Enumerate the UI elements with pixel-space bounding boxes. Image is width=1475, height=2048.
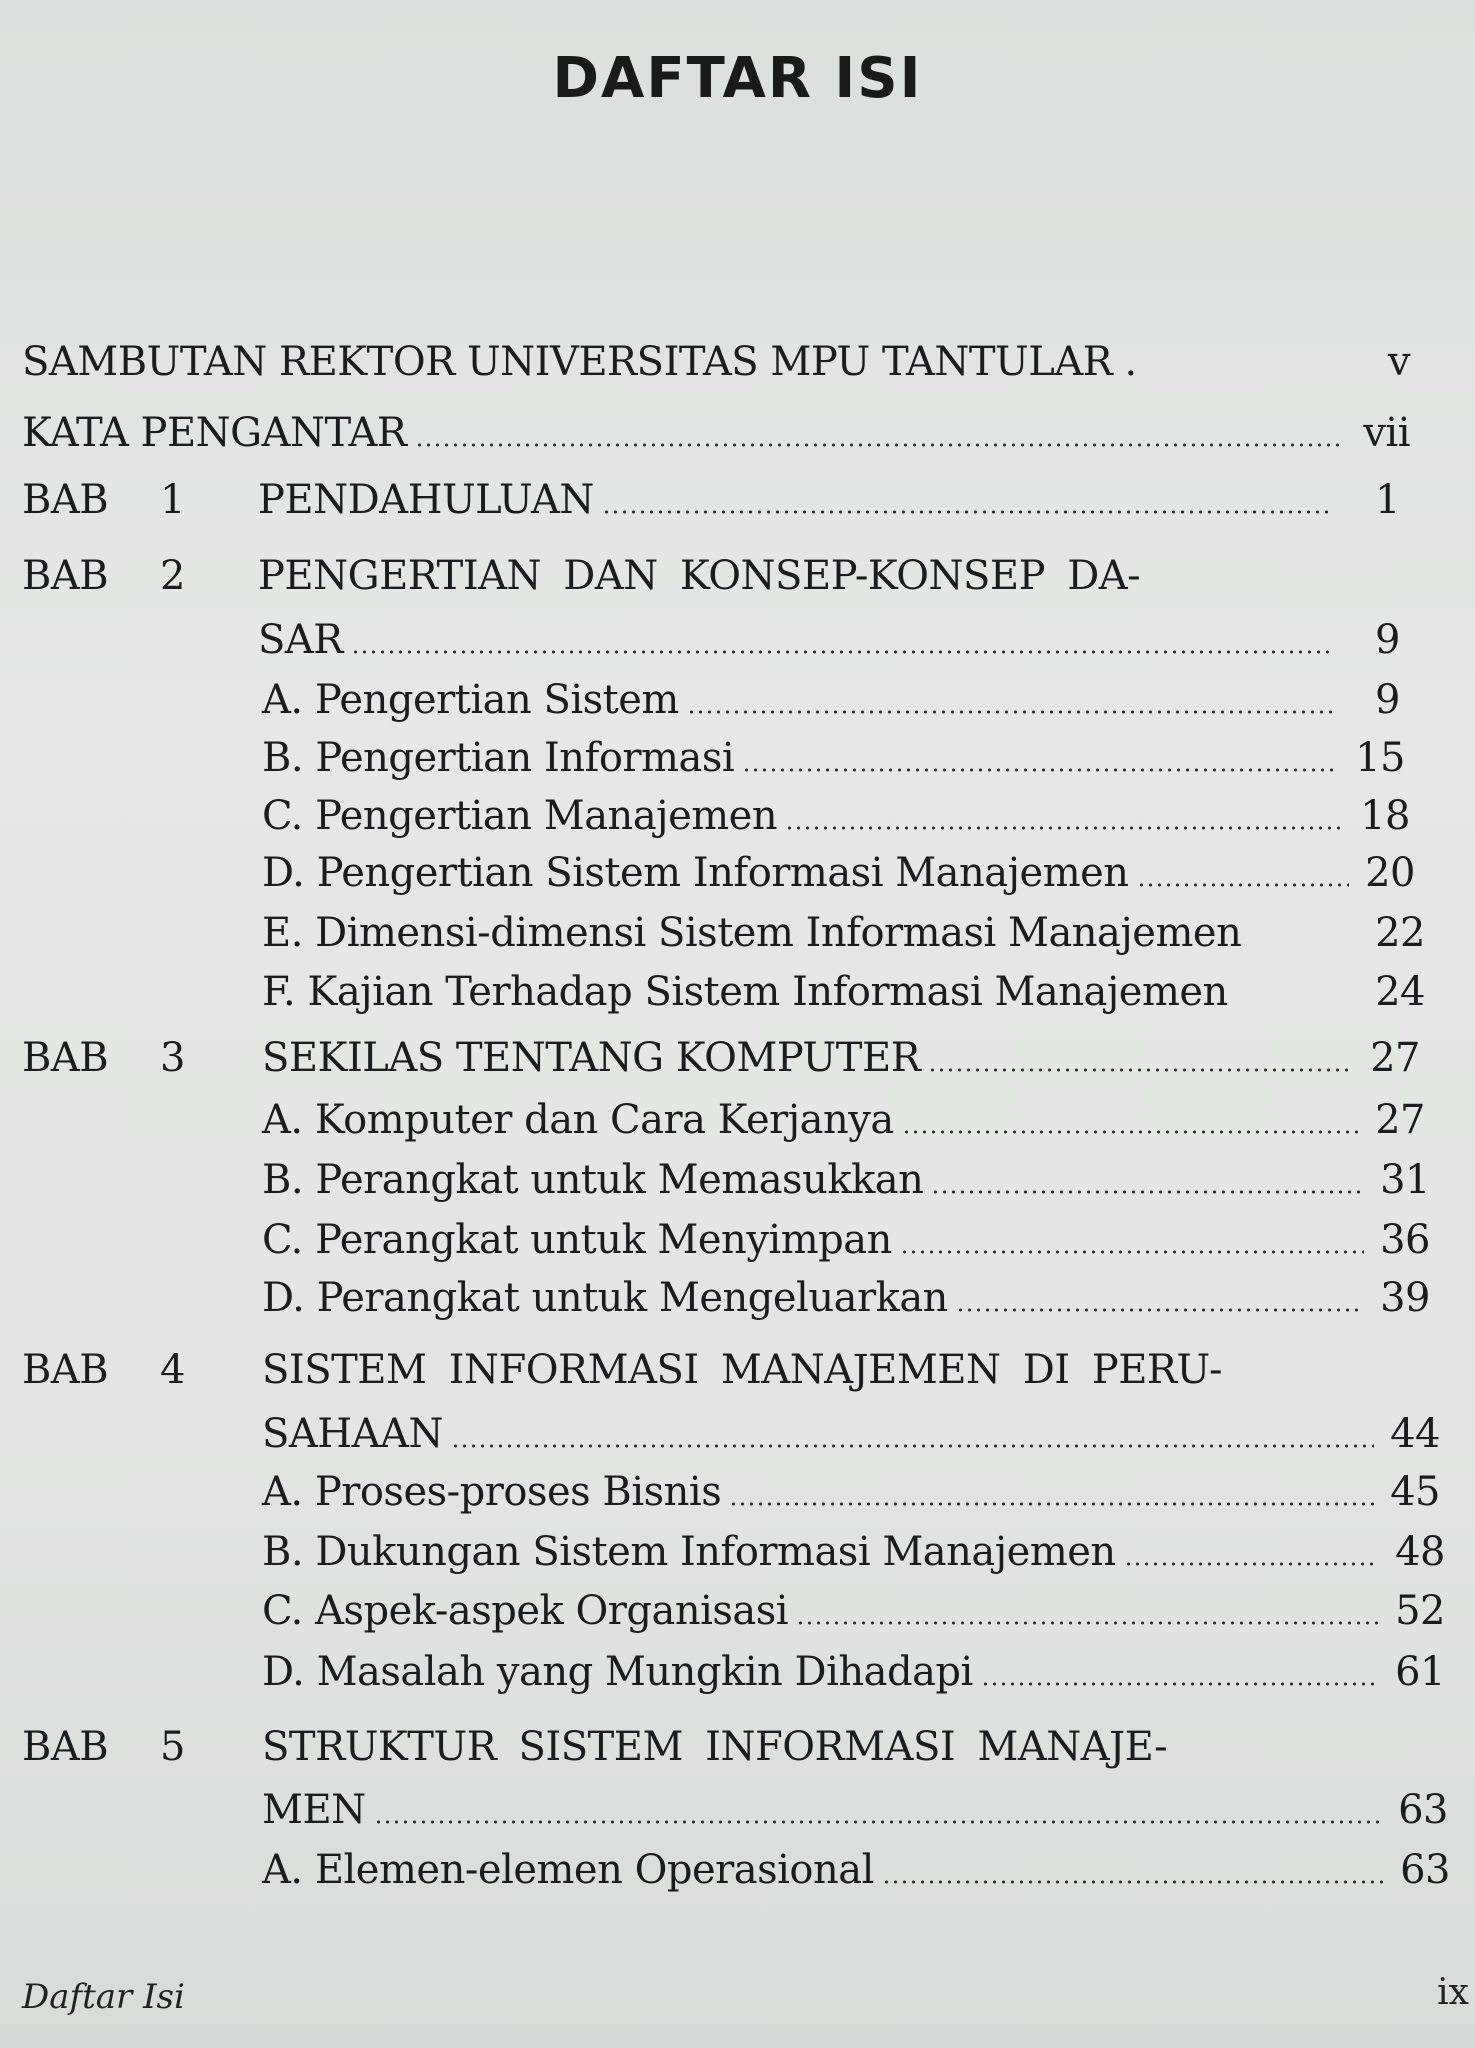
toc-entry — [0, 1210, 1475, 1270]
toc-entry-label: SAR — [258, 617, 343, 663]
dot-leader — [729, 1502, 1374, 1506]
chapter-number: 4 — [160, 1347, 185, 1393]
toc-entry — [0, 1340, 1475, 1400]
toc-entry — [0, 1581, 1475, 1641]
toc-entry-label: D. Masalah yang Mungkin Dihadapi — [262, 1649, 973, 1695]
toc-entry — [0, 1404, 1475, 1464]
toc-entry — [0, 1462, 1475, 1522]
toc-entry-text — [262, 1028, 1360, 1088]
toc-entry-label: A. Elemen-elemen Operasional — [262, 1847, 874, 1893]
toc-entry-text — [262, 728, 1345, 788]
chapter-number: 5 — [160, 1724, 185, 1770]
toc-entry-label: SAMBUTAN REKTOR UNIVERSITAS MPU TANTULAR . — [22, 339, 1137, 385]
toc-entry-label: A. Pengertian Sistem — [262, 677, 679, 723]
toc-entry — [0, 332, 1475, 392]
toc-page-number: 39 — [1380, 1275, 1430, 1321]
dot-leader — [902, 1130, 1359, 1134]
toc-entry — [0, 1150, 1475, 1210]
toc-page-number: 1 — [1375, 477, 1400, 523]
toc-entry — [0, 403, 1475, 463]
toc-entry-label: SAHAAN — [262, 1411, 443, 1457]
toc-entry — [0, 1522, 1475, 1582]
toc-entry — [0, 843, 1475, 903]
toc-entry-text — [262, 1340, 1380, 1400]
dot-leader — [931, 1190, 1364, 1194]
toc-page-number: 36 — [1380, 1217, 1430, 1263]
dot-leader — [351, 650, 1334, 654]
dot-leader — [882, 1880, 1384, 1884]
toc-entry-label: STRUKTUR SISTEM INFORMASI MANAJE- — [262, 1724, 1168, 1770]
toc-entry-label: SEKILAS TENTANG KOMPUTER — [262, 1035, 921, 1081]
toc-entry-text — [262, 1404, 1380, 1464]
toc-page-number: 22 — [1375, 910, 1425, 956]
toc-entry-text — [262, 786, 1350, 846]
toc-entry-text — [262, 1462, 1380, 1522]
chapter-label: BAB — [22, 1035, 109, 1081]
dot-leader — [602, 510, 1334, 514]
toc-entry-label: F. Kajian Terhadap Sistem Informasi Manajemen — [262, 969, 1228, 1015]
dot-leader — [900, 1250, 1364, 1254]
toc-entry-label: PENGERTIAN DAN KONSEP-KONSEP DA- — [258, 553, 1141, 599]
dot-leader — [687, 710, 1334, 714]
running-footer-title: Daftar Isi — [22, 1977, 185, 2017]
toc-entry-text — [262, 1090, 1365, 1150]
toc-entry-label: SISTEM INFORMASI MANAJEMEN DI PERU- — [262, 1347, 1223, 1393]
toc-entry-text — [262, 1717, 1390, 1777]
toc-entry-text — [262, 1522, 1385, 1582]
toc-entry-label: B. Pengertian Informasi — [262, 735, 735, 781]
dot-leader — [742, 768, 1339, 772]
toc-entry — [0, 903, 1475, 963]
chapter-number: 1 — [160, 477, 185, 523]
toc-entry-text — [262, 1780, 1388, 1840]
toc-entry-label: C. Pengertian Manajemen — [262, 793, 778, 839]
toc-page-number: 45 — [1390, 1469, 1440, 1515]
toc-entry-text — [262, 1150, 1370, 1210]
toc-entry — [0, 670, 1475, 730]
toc-entry-label: MEN — [262, 1787, 366, 1833]
toc-page-number: 24 — [1375, 969, 1425, 1015]
toc-page-number: 44 — [1390, 1411, 1440, 1457]
toc-entry-label: B. Dukungan Sistem Informasi Manajemen — [262, 1529, 1116, 1575]
toc-entry-text — [262, 903, 1365, 963]
chapter-label: BAB — [22, 477, 109, 523]
chapter-label: BAB — [22, 1724, 109, 1770]
toc-entry-text — [22, 403, 1350, 463]
toc-page-number: 27 — [1370, 1035, 1420, 1081]
dot-leader — [956, 1308, 1364, 1312]
toc-entry-label: A. Proses-proses Bisnis — [262, 1469, 722, 1515]
toc-page-number: vii — [1363, 410, 1410, 456]
dot-leader — [981, 1682, 1379, 1686]
toc-entry-label: E. Dimensi-dimensi Sistem Informasi Manajemen — [262, 910, 1242, 956]
toc-entry-text — [262, 1581, 1385, 1641]
toc-entry — [0, 610, 1475, 670]
toc-page-number: 52 — [1395, 1588, 1445, 1634]
toc-page-number: v — [1387, 339, 1410, 385]
chapter-number: 2 — [160, 553, 185, 599]
toc-entry-text — [262, 1268, 1370, 1328]
toc-page-number: 15 — [1355, 735, 1405, 781]
toc-entry — [0, 962, 1475, 1022]
toc-entry-text — [258, 470, 1340, 530]
toc-entry-text — [262, 962, 1365, 1022]
toc-entry-text — [22, 332, 1350, 392]
toc-entry-label: D. Pengertian Sistem Informasi Manajemen — [262, 850, 1129, 896]
page-number: ix — [1437, 1972, 1469, 2013]
toc-entry-text — [262, 670, 1340, 730]
dot-leader — [374, 1820, 1382, 1824]
toc-page-number: 9 — [1375, 677, 1400, 723]
toc-entry-label: D. Perangkat untuk Mengeluarkan — [262, 1275, 948, 1321]
toc-entry-text — [262, 1642, 1385, 1702]
toc-page-number: 63 — [1400, 1847, 1450, 1893]
dot-leader — [415, 443, 1344, 447]
toc-entry — [0, 1840, 1475, 1900]
toc-entry-text — [258, 546, 1355, 606]
toc-page-number: 27 — [1375, 1097, 1425, 1143]
dot-leader — [1137, 883, 1349, 887]
dot-leader — [451, 1444, 1374, 1448]
toc-page-number: 9 — [1375, 617, 1400, 663]
toc-entry-text — [262, 1210, 1370, 1270]
toc-entry-text — [262, 1840, 1390, 1900]
chapter-label: BAB — [22, 1347, 109, 1393]
dot-leader — [785, 826, 1344, 830]
toc-entry — [0, 546, 1475, 606]
toc-entry — [0, 1717, 1475, 1777]
toc-entry — [0, 786, 1475, 846]
dot-leader — [928, 1068, 1354, 1072]
toc-entry-text — [262, 843, 1355, 903]
dot-leader — [796, 1621, 1379, 1625]
page-title: DAFTAR ISI — [552, 46, 923, 111]
chapter-number: 3 — [160, 1035, 185, 1081]
toc-page-number: 18 — [1360, 793, 1410, 839]
toc-entry-label: KATA PENGANTAR — [22, 410, 407, 456]
toc-entry — [0, 1090, 1475, 1150]
toc-page-number: 31 — [1380, 1157, 1430, 1203]
toc-entry — [0, 1028, 1475, 1088]
chapter-label: BAB — [22, 553, 109, 599]
toc-entry-label: C. Perangkat untuk Menyimpan — [262, 1217, 892, 1263]
toc-entry — [0, 470, 1475, 530]
toc-entry — [0, 1642, 1475, 1702]
toc-entry-label: A. Komputer dan Cara Kerjanya — [262, 1097, 894, 1143]
dot-leader — [1124, 1562, 1379, 1566]
toc-entry — [0, 1780, 1475, 1840]
toc-page-number: 61 — [1395, 1649, 1445, 1695]
toc-entry-label: B. Perangkat untuk Memasukkan — [262, 1157, 924, 1203]
toc-entry — [0, 1268, 1475, 1328]
toc-page-number: 63 — [1398, 1787, 1448, 1833]
toc-entry-label: PENDAHULUAN — [258, 477, 594, 523]
toc-entry-text — [258, 610, 1340, 670]
toc-entry-label: C. Aspek-aspek Organisasi — [262, 1588, 789, 1634]
toc-entry — [0, 728, 1475, 788]
toc-page-number: 48 — [1395, 1529, 1445, 1575]
toc-page-number: 20 — [1365, 850, 1415, 896]
